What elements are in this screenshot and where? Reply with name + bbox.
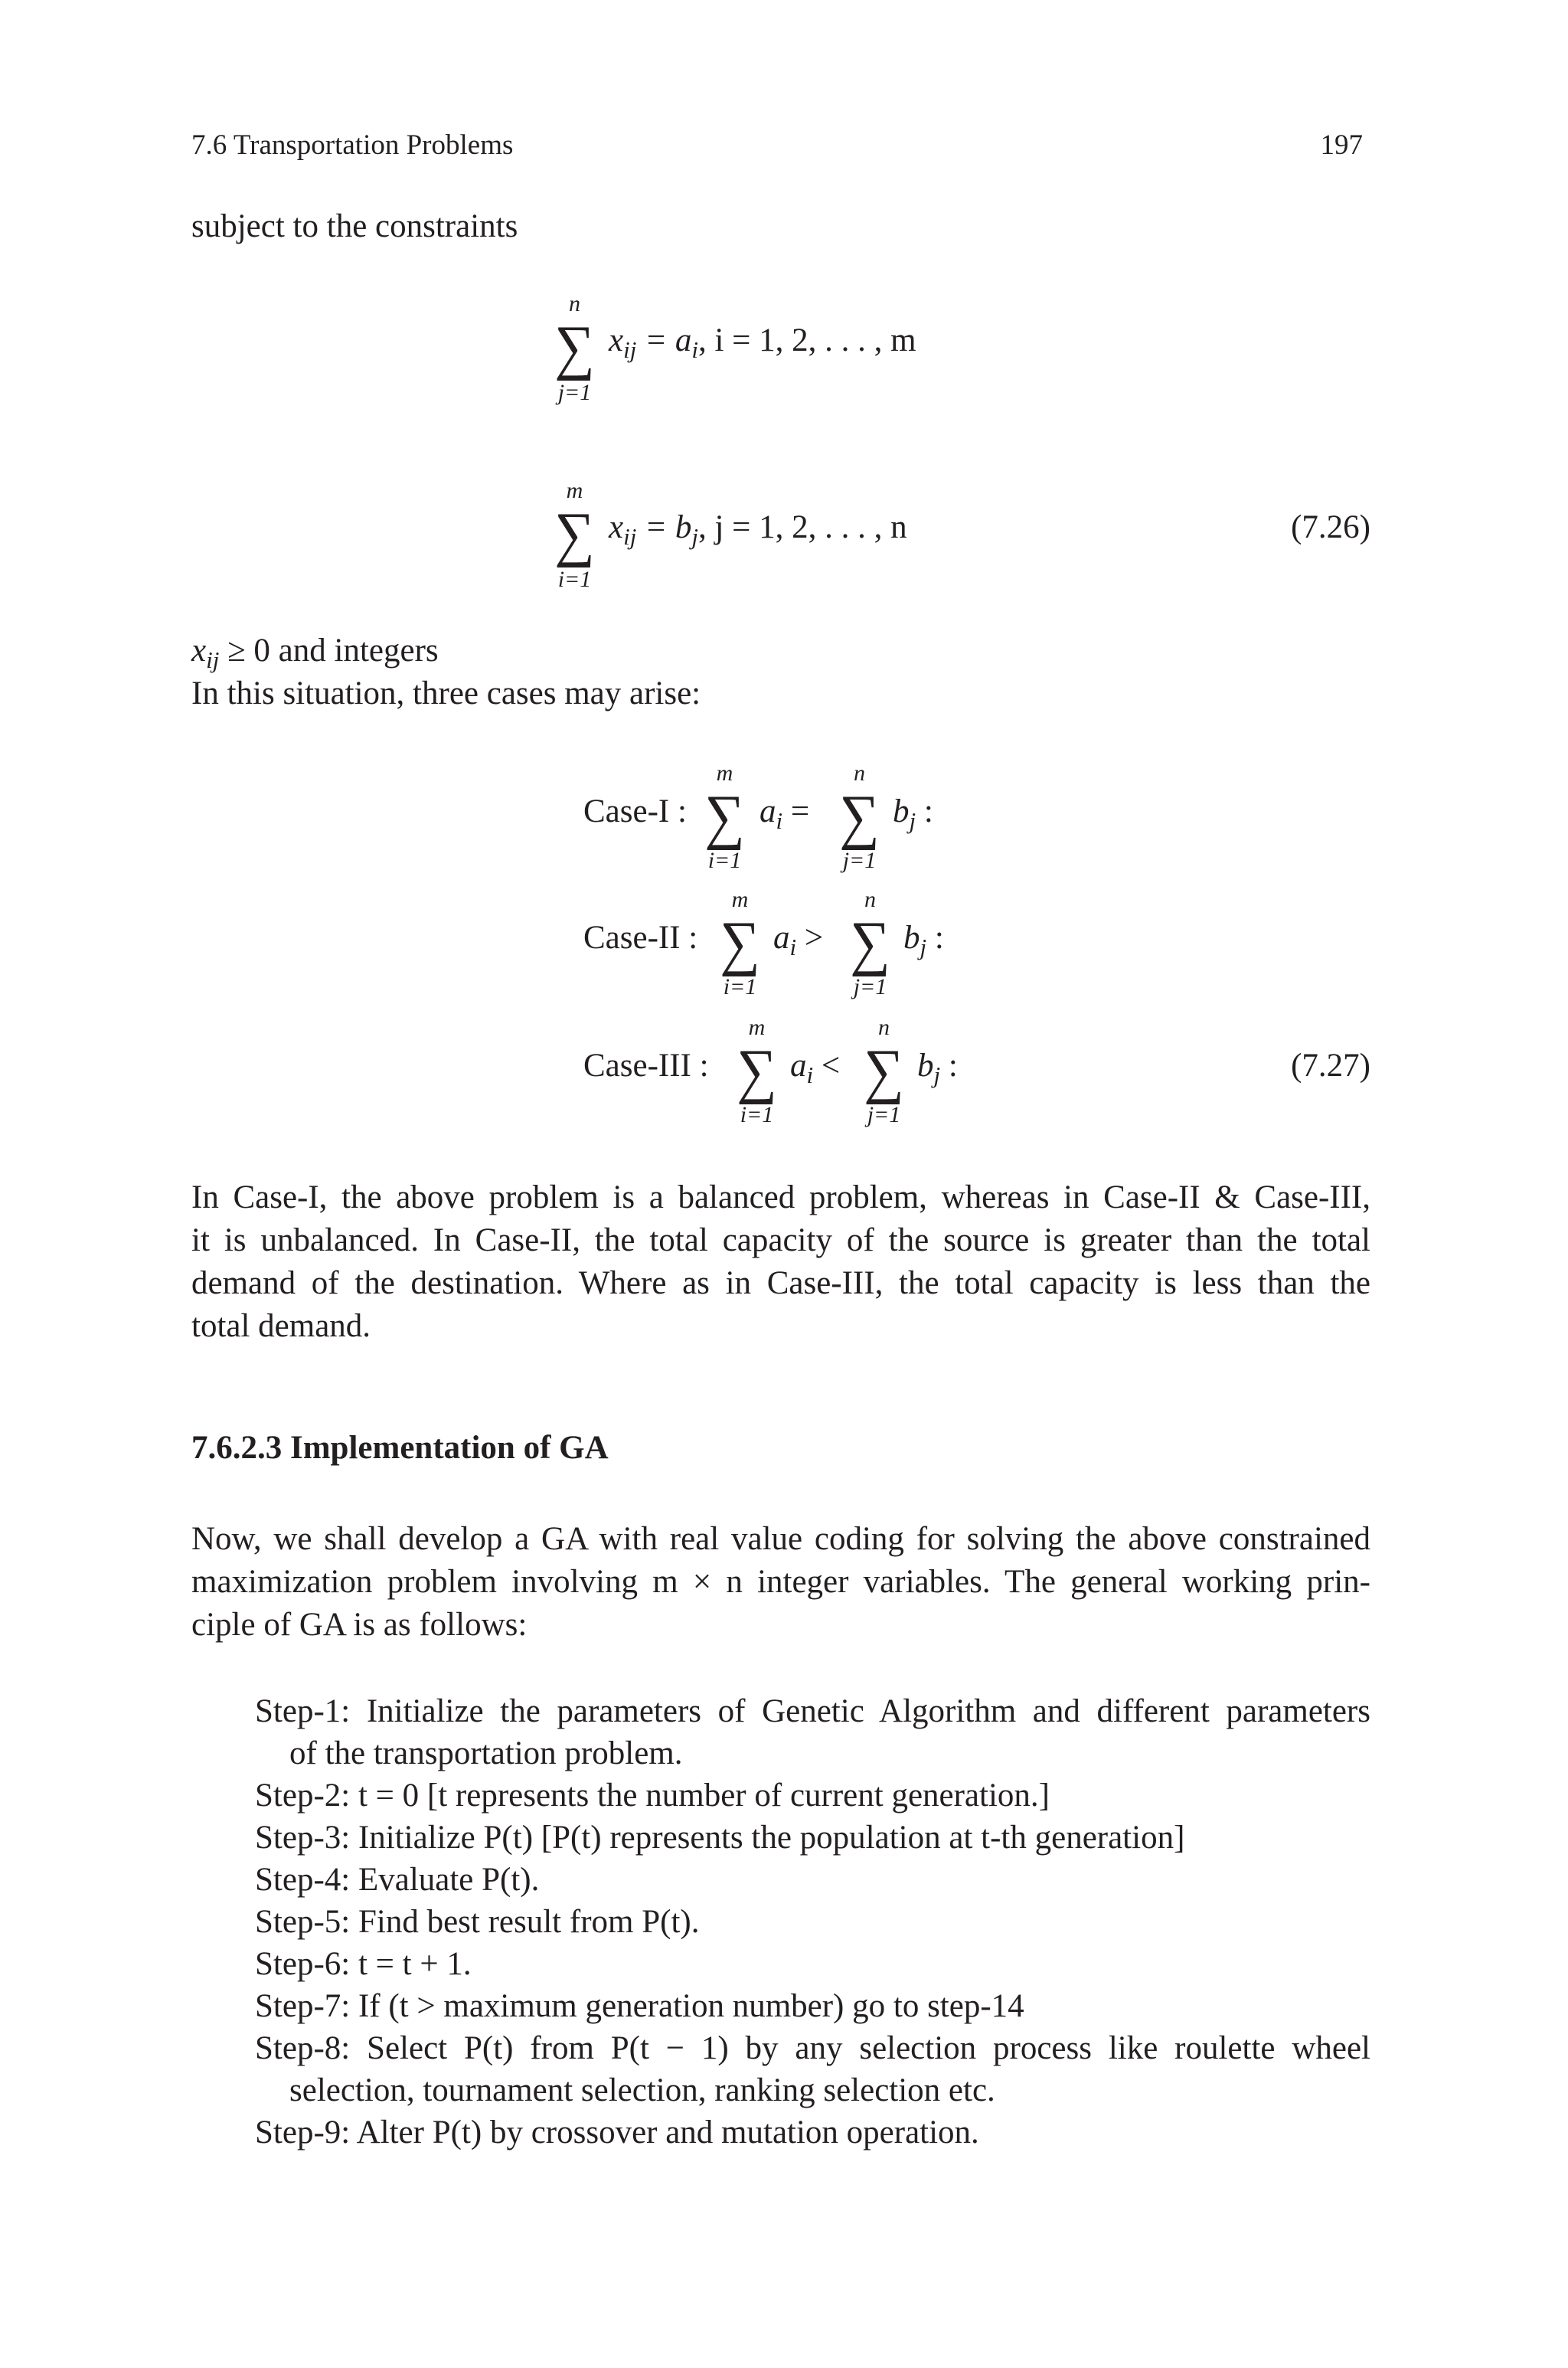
algorithm-step: Step-7: If (t > maximum generation number) go to step-14 — [255, 1988, 1024, 2024]
paragraph-line: maximization problem involving m × n integer variables. The general working prin- — [191, 1564, 1370, 1600]
sum-lower-limit: j=1 — [557, 380, 592, 405]
case-3-sum-b: n ∑ j=1 — [864, 1015, 904, 1127]
page-number: 197 — [1320, 129, 1363, 161]
algorithm-step: Step-9: Alter P(t) by crossover and mutation operation. — [255, 2115, 979, 2150]
situation-text: In this situation, three cases may arise: — [191, 675, 701, 711]
nonnegativity-constraint: $x_{ij} \ge 0$ and integers — [191, 633, 439, 673]
case-2-b-term: $b_j$ : — [903, 920, 944, 960]
sum-upper-limit: m — [566, 478, 583, 503]
paragraph-line: it is unbalanced. In Case-II, the total capacity of the source is greater than the total — [191, 1222, 1370, 1258]
equation-supply-constraint: $x_{ij} = a_i$, i = 1, 2, . . . , m — [609, 322, 916, 363]
paragraph-line: demand of the destination. Where as in Case-III, the total capacity is less than the — [191, 1265, 1370, 1301]
case-3-sum-a: m ∑ i=1 — [737, 1015, 777, 1127]
algorithm-step: Step-6: t = t + 1. — [255, 1946, 472, 1982]
algorithm-step: Step-2: t = 0 [t represents the number of current generation.] — [255, 1778, 1050, 1814]
running-header-section: 7.6 Transportation Problems — [191, 129, 514, 161]
paragraph-line: total demand. — [191, 1308, 371, 1344]
sum-lower-limit: i=1 — [557, 567, 592, 592]
section-heading: 7.6.2.3 Implementation of GA — [191, 1430, 609, 1466]
algorithm-step: Step-8: Select P(t) from P(t − 1) by any selection process like roulette wheel — [255, 2030, 1370, 2066]
case-1-b-term: $b_j$ : — [893, 793, 933, 834]
algorithm-step: Step-3: Initialize P(t) [P(t) represents the population at t-th generation] — [255, 1820, 1185, 1856]
case-1-label: Case-I : — [583, 793, 687, 829]
sum-symbol-eq1: n ∑ j=1 — [554, 291, 595, 405]
equation-demand-constraint: $x_{ij} = b_j$, j = 1, 2, . . . , n — [609, 509, 907, 550]
case-1-sum-a: m ∑ i=1 — [704, 760, 745, 873]
case-3-a-term: $a_i$ < — [790, 1048, 841, 1088]
equation-number-7-27: (7.27) — [1291, 1048, 1370, 1084]
intro-text: subject to the constraints — [191, 208, 518, 244]
sum-symbol-eq2: m ∑ i=1 — [554, 478, 595, 592]
case-2-a-term: $a_i$ > — [773, 920, 824, 960]
algorithm-step-continuation: selection, tournament selection, ranking selection etc. — [289, 2072, 995, 2108]
case-2-label: Case-II : — [583, 920, 698, 956]
sum-upper-limit: n — [569, 291, 581, 316]
case-2-sum-a: m ∑ i=1 — [720, 887, 760, 999]
case-1-sum-b: n ∑ j=1 — [839, 760, 880, 873]
case-3-b-term: $b_j$ : — [917, 1048, 958, 1088]
case-1-a-term: $a_i$ = — [760, 793, 810, 834]
algorithm-step: Step-4: Evaluate P(t). — [255, 1862, 540, 1898]
algorithm-step: Step-1: Initialize the parameters of Genetic Algorithm and different parameters — [255, 1693, 1370, 1729]
equation-number-7-26: (7.26) — [1291, 509, 1370, 545]
case-2-sum-b: n ∑ j=1 — [850, 887, 890, 999]
algorithm-step-continuation: of the transportation problem. — [289, 1735, 683, 1771]
case-3-label: Case-III : — [583, 1048, 709, 1084]
paragraph-line: Now, we shall develop a GA with real value coding for solving the above constrained — [191, 1521, 1370, 1557]
paragraph-line: In Case-I, the above problem is a balanced problem, whereas in Case-II & Case-III, — [191, 1179, 1370, 1215]
algorithm-step: Step-5: Find best result from P(t). — [255, 1904, 700, 1940]
paragraph-line: ciple of GA is as follows: — [191, 1607, 528, 1643]
